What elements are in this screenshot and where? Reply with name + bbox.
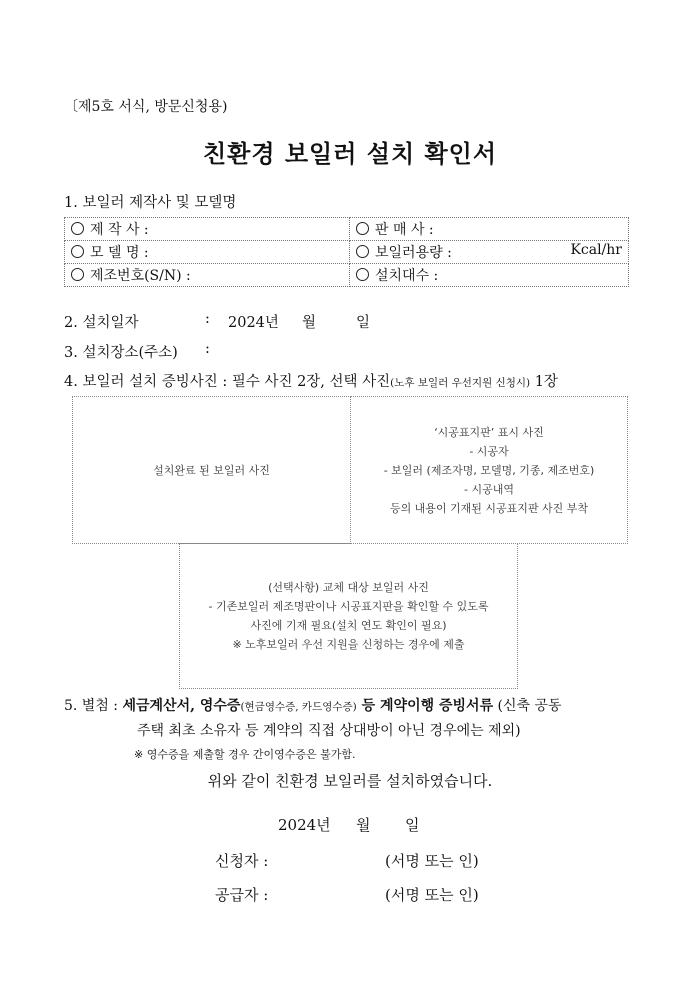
form-number: 〔제5호 서식, 방문신청용) bbox=[64, 99, 228, 115]
receipt-note: ※ 영수증을 제출할 경우 간이영수증은 불가함. bbox=[134, 748, 356, 761]
section1-heading: 1. 보일러 제작사 및 모델명 bbox=[64, 195, 237, 211]
serial-cell[interactable]: 제조번호(S/N) : bbox=[65, 264, 350, 287]
applicant-label: 신청자 : bbox=[215, 852, 269, 870]
supplier-label: 공급자 : bbox=[215, 886, 269, 904]
capacity-cell[interactable]: 보일러용량 : Kcal/hr bbox=[350, 241, 629, 264]
photo-box-signboard[interactable]: ‘시공표지판’ 표시 사진 - 시공자 - 보일러 (제조자명, 모델명, 기종, 제조번호) - 시공내역 등의 내용이 기재된 시공표지판 사진 부착 bbox=[350, 396, 628, 544]
manufacturer-cell[interactable]: 제 작 사 : bbox=[65, 218, 350, 241]
circle-icon bbox=[71, 245, 84, 258]
manufacturer-table bbox=[64, 217, 629, 287]
section4-heading: 4. 보일러 설치 증빙사진 : 필수 사진 2장, 선택 사진(노후 보일러 우선지원 신청시) 1장 bbox=[64, 374, 558, 390]
circle-icon bbox=[356, 245, 369, 258]
model-cell[interactable]: 모 델 명 : bbox=[65, 241, 350, 264]
confirmation-text: 위와 같이 친환경 보일러를 설치하였습니다. bbox=[207, 772, 493, 790]
seller-cell[interactable]: 판 매 사 : bbox=[350, 218, 629, 241]
install-date-day[interactable]: 일 bbox=[356, 315, 371, 331]
circle-icon bbox=[71, 268, 84, 281]
sign-date-month[interactable]: 월 bbox=[356, 816, 371, 834]
install-date-colon: : bbox=[205, 311, 210, 327]
install-address-label: 3. 설치장소(주소) bbox=[64, 345, 178, 361]
circle-icon bbox=[356, 268, 369, 281]
supplier-signature[interactable]: (서명 또는 인) bbox=[385, 886, 479, 904]
attachment-section: 5. 별첨 : 세금계산서, 영수증(현금영수증, 카드영수증) 등 계약이행 증빙서류 (신축 공동 주택 최초 소유자 등 계약의 직접 상대방이 아닌 경우에는 제외) bbox=[64, 698, 562, 739]
install-date-month[interactable]: 월 bbox=[302, 315, 317, 331]
circle-icon bbox=[356, 222, 369, 235]
install-date-label: 2. 설치일자 bbox=[64, 315, 139, 331]
photo-box-installed[interactable]: 설치완료 된 보일러 사진 bbox=[72, 396, 351, 544]
capacity-unit: Kcal/hr bbox=[570, 242, 622, 258]
sign-date-day[interactable]: 일 bbox=[405, 816, 420, 834]
count-cell[interactable]: 설치대수 : bbox=[350, 264, 629, 287]
install-date-year[interactable]: 2024년 bbox=[228, 315, 279, 331]
document-title: 친환경 보일러 설치 확인서 bbox=[202, 139, 498, 168]
circle-icon bbox=[71, 222, 84, 235]
sign-date-year[interactable]: 2024년 bbox=[278, 816, 331, 834]
install-address-colon: : bbox=[205, 341, 210, 357]
photo-box-old-boiler[interactable]: (선택사항) 교체 대상 보일러 사진 - 기존보일러 제조명판이나 시공표지판을 확인할 수 있도록 사진에 기재 필요(설치 연도 확인이 필요) ※ 노후보일러 우선 지원을 신청하는 경우에 제출 bbox=[179, 543, 518, 689]
applicant-signature[interactable]: (서명 또는 인) bbox=[385, 852, 479, 870]
